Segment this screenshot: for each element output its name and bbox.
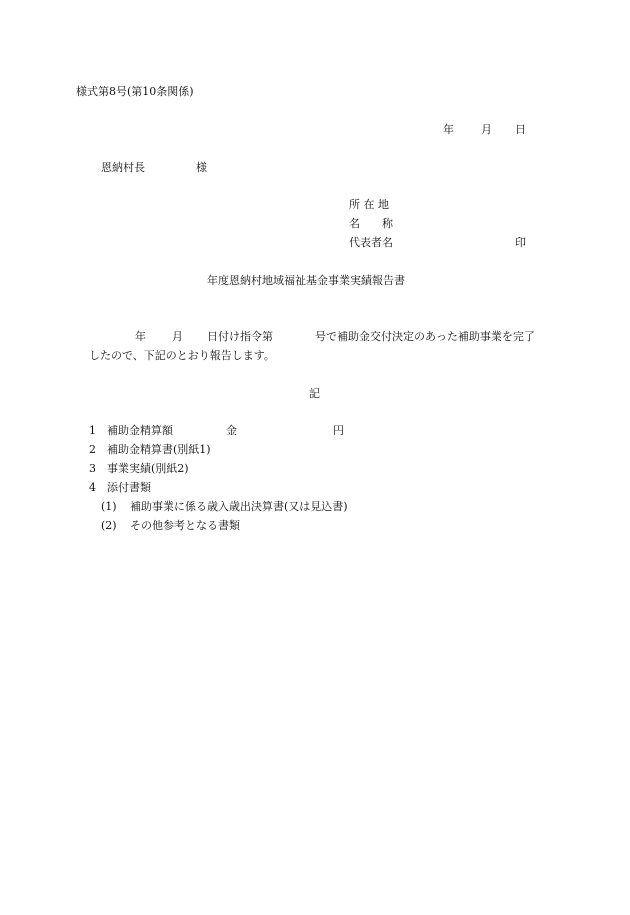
addressee-name: 恩納村長: [101, 161, 145, 174]
sub-item-2-label: その他参考となる書類: [130, 519, 240, 532]
item-2-label: 補助金精算書(別紙1): [107, 443, 211, 456]
report-title: 年度恩納村地域福祉基金事業実績報告書: [207, 274, 405, 287]
sub-item-2-number: (2): [101, 519, 117, 532]
body-year: 年: [135, 330, 146, 343]
date-year-label: 年: [443, 123, 454, 136]
body-month: 月: [172, 330, 183, 343]
date-day-label: 日: [515, 123, 526, 136]
representative-label: 代表者名: [349, 236, 393, 249]
sub-item-1-label: 補助事業に係る歳入歳出決算書(又は見込書): [130, 500, 348, 513]
form-number: 様式第8号(第10条関係): [76, 85, 194, 98]
item-1-yen: 円: [333, 424, 344, 437]
item-1-kin: 金: [226, 424, 237, 437]
name-label: 名 称: [349, 217, 393, 230]
item-2-number: 2: [89, 443, 96, 456]
item-4-label: 添付書類: [107, 481, 151, 494]
item-1-label: 補助金精算額: [107, 424, 173, 437]
item-3-label: 事業実績(別紙2): [107, 462, 189, 475]
date-month-label: 月: [481, 123, 492, 136]
addressee-honorific: 様: [196, 161, 207, 174]
sub-item-1-number: (1): [101, 500, 117, 513]
body-directive: 日付け指令第: [207, 330, 273, 343]
item-3-number: 3: [89, 462, 96, 475]
item-4-number: 4: [89, 481, 96, 494]
item-1-number: 1: [89, 424, 96, 437]
body-line-2: したので、下記のとおり報告します。: [89, 349, 275, 362]
seal-mark: 印: [515, 236, 526, 249]
address-label: 所 在 地: [349, 198, 389, 211]
body-number-text: 号で補助金交付決定のあった補助事業を完了: [315, 330, 535, 343]
ki-heading: 記: [309, 387, 320, 400]
